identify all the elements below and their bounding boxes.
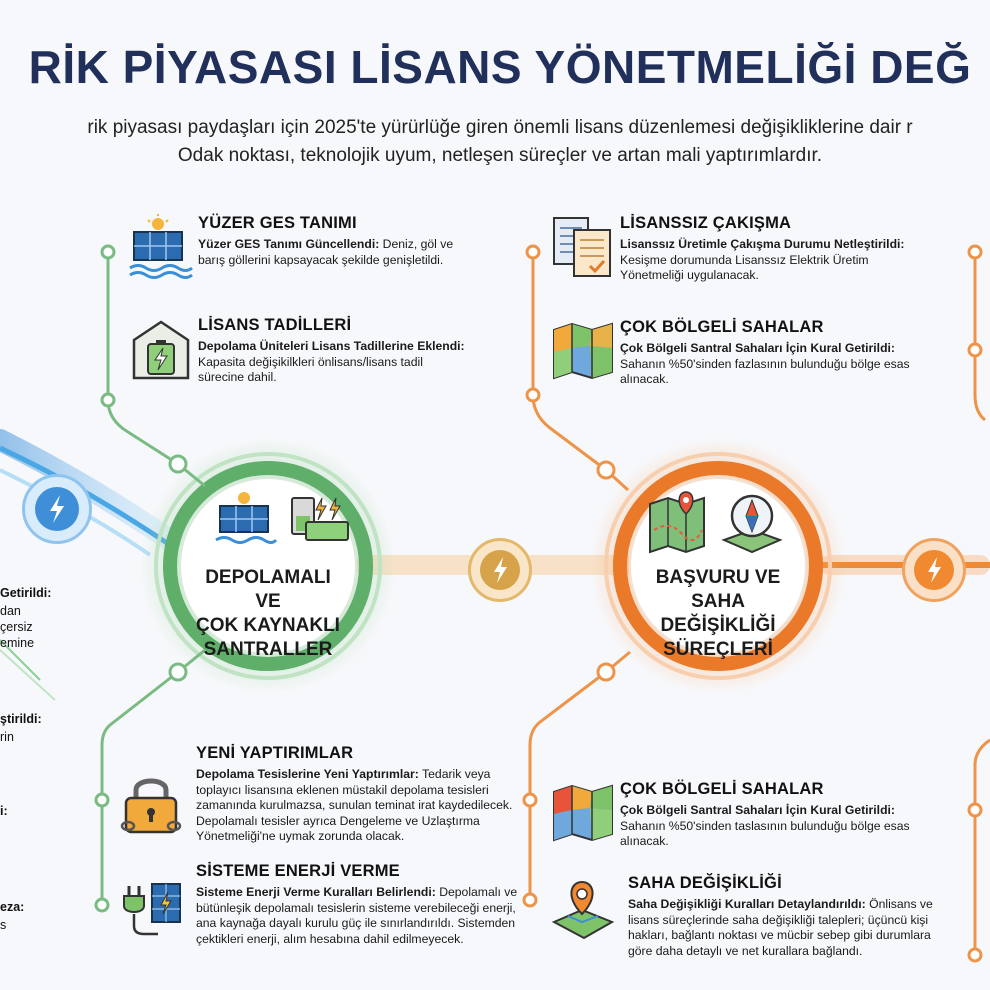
right-lightning-node — [902, 538, 966, 602]
card-description — [196, 885, 518, 947]
card-title: SAHA DEĞİŞİKLİĞİ — [628, 874, 782, 892]
left-edge-fragment: s — [0, 918, 7, 932]
green-hub-line-1: DEPOLAMALI VE — [205, 567, 331, 612]
orange-hub-label — [632, 566, 804, 662]
green-hub-icons — [210, 490, 350, 555]
page-title: RİK PİYASASI LİSANS YÖNETMELİĞİ DEĞ — [28, 41, 972, 93]
left-edge-fragment: Getirildi: — [0, 586, 52, 600]
orange-hub-line-3: SÜREÇLERİ — [663, 639, 773, 660]
orange-hub-line-1: BAŞVURU VE — [655, 567, 781, 588]
card-lead: Çok Bölgeli Santral Sahaları İçin Kural Getirildi: — [620, 803, 895, 817]
card-description — [620, 341, 910, 388]
map-compass-icon — [648, 490, 788, 556]
card-title: YENİ YAPTIRIMLAR — [196, 744, 354, 762]
card-lead: Depolama Üniteleri Lisans Tadillerine Eklendi: — [198, 339, 465, 353]
card-description — [198, 339, 468, 386]
location-map-icon — [550, 878, 616, 944]
left-edge-fragment: i: — [0, 804, 8, 818]
subtitle-line-1: rik piyasası paydaşları için 2025'te yürürlüğe giren önemli lisans düzenlemesi değişikliklerine dair r — [87, 117, 913, 138]
card-lead: Çok Bölgeli Santral Sahaları İçin Kural Getirildi: — [620, 341, 895, 355]
card-lead: Depolama Tesislerine Yeni Yaptırımlar: — [196, 767, 419, 781]
card-description — [620, 237, 910, 284]
left-edge-fragment: ştirildi: — [0, 712, 42, 726]
card-lead: Yüzer GES Tanımı Güncellendi: — [198, 237, 380, 251]
subtitle-line-2: Odak noktası, teknolojik uyum, netleşen süreçler ve artan mali yaptırımlardır. — [177, 145, 823, 166]
card-lead: Sisteme Enerji Verme Kuralları Belirlendi: — [196, 885, 436, 899]
orange-hub-line-2: SAHA DEĞİŞİKLİĞİ — [660, 591, 776, 636]
card-body: Deniz, göl ve barış göllerini kapsayacak şekilde genişletildi. — [198, 237, 454, 267]
center-lightning-node — [468, 538, 532, 602]
region-map-icon — [550, 318, 616, 384]
green-hub-line-2: ÇOK KAYNAKLI — [196, 615, 340, 636]
card-description — [620, 803, 910, 850]
orange-hub-icons — [648, 490, 788, 561]
card-title: ÇOK BÖLGELİ SAHALAR — [620, 780, 824, 798]
left-edge-fragment: eza: — [0, 900, 25, 914]
card-title: YÜZER GES TANIMI — [198, 214, 357, 232]
card-lead: Saha Değişikliği Kuralları Detaylandırıldı: — [628, 897, 866, 911]
green-hub-label — [190, 566, 346, 662]
card-body: Kesişme dorumunda Lisanssız Elektrik Üretim Yönetmeliği uygulanacak. — [620, 252, 869, 282]
blue-lightning-node — [22, 474, 92, 544]
card-body: Depolamalı ve bütünleşik depolamalı tesislerin sisteme verebileceği enerji, ana kaynağa dayalı kurulu güç ile sınırlandırıldı. Sistemden çektikleri enerji, alım hesabına dahil edilmeyecek. — [196, 885, 518, 946]
left-edge-fragment: rin — [0, 730, 14, 744]
floating-solar-icon — [128, 214, 194, 280]
documents-icon — [550, 214, 616, 280]
card-description — [628, 897, 958, 959]
storage-building-icon — [128, 316, 194, 382]
card-body: Sahanın %50'sinden fazlasının bulunduğu bölge esas alınacak. — [620, 356, 910, 386]
green-hub-line-3: SANTRALLER — [203, 639, 333, 660]
lightning-icon — [25, 477, 89, 541]
card-description — [196, 767, 518, 845]
lightning-icon — [471, 541, 529, 599]
card-body: Kapasita değişikilkleri önlisans/lisans tadil sürecine dahil. — [198, 354, 423, 384]
left-edge-fragment: çersiz — [0, 620, 33, 634]
left-edge-fragment: dan — [0, 604, 21, 618]
card-title: LİSANS TADİLLERİ — [198, 316, 352, 334]
lightning-icon — [905, 541, 963, 599]
card-lead: Lisanssız Üretimle Çakışma Durumu Netleştirildi: — [620, 237, 905, 251]
plug-solar-icon — [118, 876, 184, 942]
page-subtitle — [0, 114, 990, 170]
region-map-icon — [550, 780, 616, 846]
card-body: Sahanın %50'sinden taslasının bulunduğu bölge esas alınacak. — [620, 818, 910, 848]
solar-battery-icon — [210, 490, 350, 550]
card-title: LİSANSSIZ ÇAKIŞMA — [620, 214, 792, 232]
card-title: SİSTEME ENERJİ VERME — [196, 862, 400, 880]
card-description — [198, 237, 468, 268]
padlock-chain-icon — [118, 772, 184, 838]
card-title: ÇOK BÖLGELİ SAHALAR — [620, 318, 824, 336]
left-edge-fragment: emine — [0, 636, 35, 650]
card-body: Tedarik veya toplayıcı lisansına eklenen müstakil depolama tesisleri zamanında kurulmazsa, sunulan teminat irat kaydedilecek. Depolamalı tesisler ayrıca Dengeleme ve Uzlaştırma Yönetmeliği'ne uymak zorunda olacak. — [196, 767, 513, 843]
card-body: Önlisans ve lisans süreçlerinde saha değişikliği talepleri; üçüncü kişi hakları, bağlantı noktası ve mücbir sebep gibi durumlara göre daha detaylı ve net kurallara bağlandı. — [628, 897, 933, 958]
